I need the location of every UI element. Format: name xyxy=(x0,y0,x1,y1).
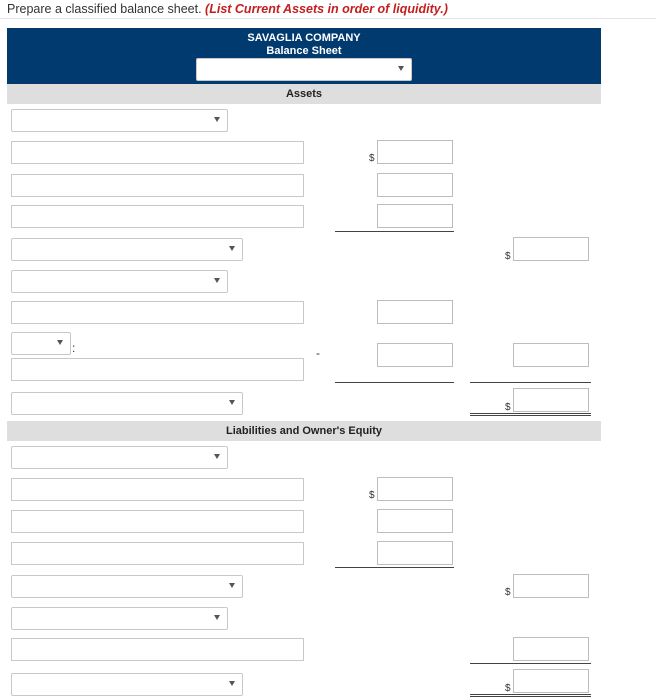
double-underline xyxy=(470,413,591,416)
date-dropdown[interactable] xyxy=(196,58,412,81)
chevron-down-icon xyxy=(57,340,63,345)
current-liabilities-category-dropdown[interactable] xyxy=(11,446,228,469)
dollar-sign: $ xyxy=(505,251,511,262)
asset-account-input-5[interactable] xyxy=(11,358,304,381)
asset-amount-input-3[interactable] xyxy=(377,204,453,228)
asset-account-input-4[interactable] xyxy=(11,301,304,324)
equity-amount-input[interactable] xyxy=(513,637,589,661)
dollar-sign: $ xyxy=(505,402,511,413)
colon: : xyxy=(72,341,76,355)
instructions xyxy=(7,2,448,16)
liability-amount-input-3[interactable] xyxy=(377,541,453,565)
asset-amount-input-2[interactable] xyxy=(377,173,453,197)
owners-equity-category-dropdown[interactable] xyxy=(11,607,228,630)
chevron-down-icon xyxy=(398,66,404,71)
chevron-down-icon xyxy=(229,400,235,405)
double-underline xyxy=(470,694,591,697)
liabilities-section-header: Liabilities and Owner's Equity xyxy=(7,421,601,441)
instructions-emphasis: (List Current Assets in order of liquidity.) xyxy=(205,2,448,16)
company-name: SAVAGLIA COMPANY xyxy=(247,32,361,44)
liability-account-input-1[interactable] xyxy=(11,478,304,501)
asset-amount-input-1[interactable] xyxy=(377,140,453,164)
asset-account-input-1[interactable] xyxy=(11,141,304,164)
less-dropdown[interactable] xyxy=(11,332,71,355)
chevron-down-icon xyxy=(229,246,235,251)
net-asset-amount-input[interactable] xyxy=(513,343,589,367)
balance-sheet-header xyxy=(7,28,601,85)
asset-account-input-2[interactable] xyxy=(11,174,304,197)
chevron-down-icon xyxy=(229,681,235,686)
total-assets-input[interactable] xyxy=(513,388,589,412)
liability-amount-input-2[interactable] xyxy=(377,509,453,533)
equity-account-input[interactable] xyxy=(11,638,304,661)
dollar-sign: $ xyxy=(369,153,375,164)
total-assets-dropdown[interactable] xyxy=(11,392,243,415)
assets-section-header: Assets xyxy=(7,84,601,104)
underline xyxy=(335,382,454,383)
total-current-assets-input[interactable] xyxy=(513,237,589,261)
total-liabilities-equity-dropdown[interactable] xyxy=(11,673,243,696)
long-term-assets-category-dropdown[interactable] xyxy=(11,270,228,293)
dollar-sign: $ xyxy=(505,587,511,598)
underline xyxy=(470,663,591,664)
underline xyxy=(335,567,454,568)
asset-account-input-3[interactable] xyxy=(11,205,304,228)
liability-amount-input-1[interactable] xyxy=(377,477,453,501)
total-current-liabilities-dropdown[interactable] xyxy=(11,575,243,598)
liability-account-input-3[interactable] xyxy=(11,542,304,565)
total-liabilities-equity-input[interactable] xyxy=(513,669,589,693)
instructions-text: Prepare a classified balance sheet. xyxy=(7,2,202,16)
total-current-liabilities-input[interactable] xyxy=(513,574,589,598)
dollar-sign: $ xyxy=(369,490,375,501)
statement-title: Balance Sheet xyxy=(266,45,342,57)
underline xyxy=(470,382,591,383)
liability-account-input-2[interactable] xyxy=(11,510,304,533)
asset-amount-input-4[interactable] xyxy=(377,300,453,324)
chevron-down-icon xyxy=(214,117,220,122)
total-current-assets-dropdown[interactable] xyxy=(11,238,243,261)
dash: - xyxy=(316,346,320,360)
underline xyxy=(335,231,454,232)
chevron-down-icon xyxy=(214,615,220,620)
asset-amount-input-5[interactable] xyxy=(377,343,453,367)
dollar-sign: $ xyxy=(505,683,511,694)
current-assets-category-dropdown[interactable] xyxy=(11,109,228,132)
chevron-down-icon xyxy=(229,583,235,588)
chevron-down-icon xyxy=(214,454,220,459)
chevron-down-icon xyxy=(214,278,220,283)
top-divider xyxy=(0,18,656,19)
